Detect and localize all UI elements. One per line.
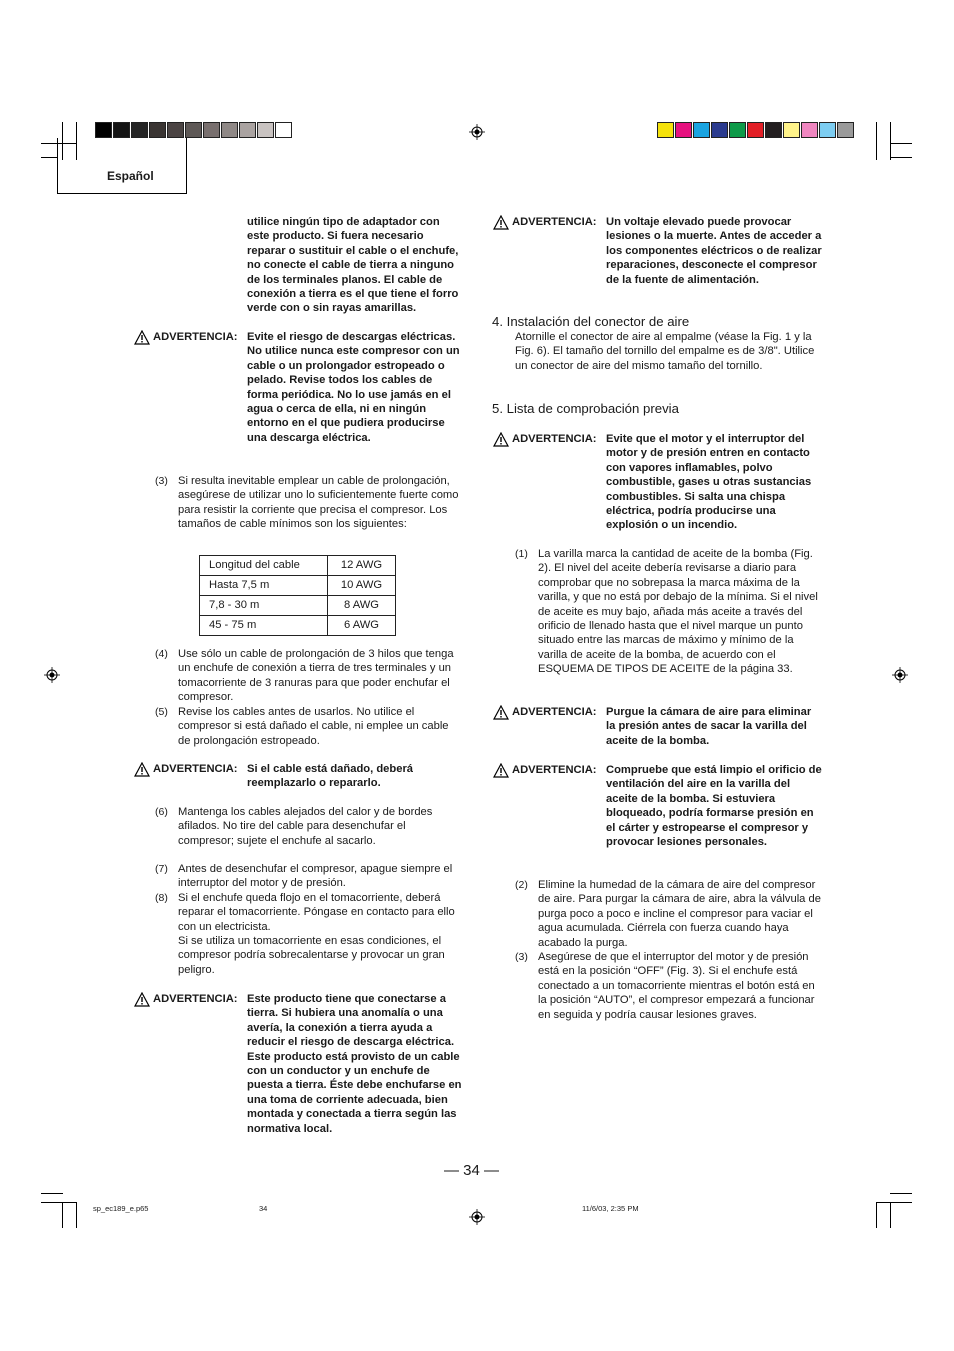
language-label: Español: [107, 169, 154, 183]
language-tab-box: [57, 138, 187, 194]
list-number: (1): [515, 548, 528, 560]
list-number: (3): [515, 951, 528, 963]
warning-block: [134, 992, 238, 1007]
gray-swatch: [221, 122, 238, 138]
crop-mark: [890, 143, 912, 144]
continued-warning-text: utilice ningún tipo de adaptador con este producto. Si fuera necesario reparar o sustituir el cable o el enchufe, no conecte el cable de tierra a ninguno de los terminales planos. El cable de conexión a tierra es el que tiene el forro verde con o sin rayas amarillas.: [247, 216, 459, 315]
warning-triangle-icon: [134, 762, 150, 777]
list-item-text: Si resulta inevitable emplear un cable de prolongación, asegúrese de utilizar uno lo suficientemente fuerte como para resistir la corriente que precisa el compresor. Los tamaños de cable mínimos son los siguientes:: [178, 475, 459, 531]
gray-swatch: [131, 122, 148, 138]
warning-label: ADVERTENCIA:: [153, 763, 238, 775]
gray-swatch: [185, 122, 202, 138]
crop-mark: [62, 1202, 63, 1228]
list-number: (7): [155, 863, 168, 875]
color-swatch: [729, 122, 746, 138]
warning-label: ADVERTENCIA:: [153, 331, 238, 343]
warning-text: Evite que el motor y el interruptor del motor y de presión entren en contacto con vapores inflamables, polvo combustible, gases u otras sustancias combustibles. Si salta una chispa eléctrica, podría producirse una explosión o un incendio.: [606, 433, 812, 532]
color-swatch: [657, 122, 674, 138]
warning-text: Compruebe que está limpio el orificio de ventilación del aire en la varilla del aceite de la bomba. Si estuviera bloqueado, podría formarse presión en el cárter y estropearse el compresor y provocar lesiones personales.: [606, 764, 822, 849]
list-number: (3): [155, 475, 168, 487]
color-swatch: [675, 122, 692, 138]
warning-triangle-icon: [493, 763, 509, 778]
list-item-text: Si el enchufe queda flojo en el tomacorriente, deberá reparar el tomacorriente. Póngase en contacto para ello con un electricista.: [178, 892, 455, 933]
warning-label: ADVERTENCIA:: [512, 706, 597, 718]
table-cell: Hasta 7,5 m: [200, 576, 328, 596]
crop-mark: [41, 1202, 77, 1203]
color-swatch: [711, 122, 728, 138]
crop-mark: [876, 1202, 877, 1228]
warning-triangle-icon: [134, 992, 150, 1007]
warning-text: Si el cable está dañado, deberá reemplazarlo o repararlo.: [247, 763, 414, 790]
gray-swatch: [203, 122, 220, 138]
table-cell: 12 AWG: [328, 556, 396, 576]
gray-swatch: [239, 122, 256, 138]
section-text: Atornille el conector de aire al empalme (véase la Fig. 1 y la Fig. 6). El tamaño del tornillo del empalme es de 3/8". Utilice un conector de aire del mismo tamaño del tornillo.: [515, 331, 815, 372]
registration-mark-icon: [469, 1209, 485, 1225]
list-item-text: Revise los cables antes de usarlos. No utilice el compresor si está dañado el cable, ni emplee un cable de prolongación estropeado.: [178, 706, 449, 747]
table-row: [200, 576, 396, 596]
color-swatch: [819, 122, 836, 138]
list-item-text: Elimine la humedad de la cámara de aire del compresor de aire. Para purgar la cámara de aire, abra la válvula de purga poco a poco e incline el compresor para vaciar el agua acumulada. Ciérrela con fuerza cuando haya acabado la purga.: [538, 879, 821, 949]
footer-file-name: sp_ec189_e.p65: [93, 1204, 149, 1213]
table-header-row: [200, 556, 396, 576]
section-heading: 5. Lista de comprobación previa: [492, 401, 679, 416]
page-number: — 34 —: [444, 1162, 500, 1179]
cable-size-table: [199, 555, 396, 636]
warning-block: [493, 705, 597, 720]
registration-mark-icon: [469, 124, 485, 140]
list-item-text: Mantenga los cables alejados del calor y de bordes afilados. No tire del cable para desenchufar el compresor; sujete el enchufe al sacarlo.: [178, 806, 433, 847]
warning-block: [493, 215, 597, 230]
warning-block: [493, 432, 597, 447]
warning-label: ADVERTENCIA:: [512, 764, 597, 776]
warning-block: [493, 763, 597, 778]
gray-swatch: [95, 122, 112, 138]
warning-triangle-icon: [134, 330, 150, 345]
list-number: (5): [155, 706, 168, 718]
list-number: (4): [155, 648, 168, 660]
color-swatch: [837, 122, 854, 138]
warning-text: Purgue la cámara de aire para eliminar la presión antes de sacar la varilla del aceite de la bomba.: [606, 706, 812, 747]
warning-text: Este producto tiene que conectarse a tierra. Si hubiera una anomalía o una avería, la conexión a tierra ayuda a reducir el riesgo de descarga eléctrica. Este producto está provisto de un cable con un conductor y un enchufe de puesta a tierra. Éste debe enchufarse en una toma de corriente adecuada, bien montada y conectada a tierra según las normativa local.: [247, 993, 462, 1135]
footer-file-page: 34: [259, 1204, 268, 1213]
table-row: [200, 616, 396, 636]
gray-swatch: [257, 122, 274, 138]
list-number: (6): [155, 806, 168, 818]
warning-block: [134, 330, 238, 345]
table-cell: 8 AWG: [328, 596, 396, 616]
warning-text: Evite el riesgo de descargas eléctricas. No utilice nunca este compresor con un cable o un prolongador estropeado o pelado. Revise todos los cables de forma periódica. No lo use jamás en el agua o cerca de ella, ni en ningún entorno en el que pudiera producirse una descarga eléctrica.: [247, 331, 460, 444]
warning-label: ADVERTENCIA:: [512, 433, 597, 445]
registration-mark-icon: [892, 667, 908, 683]
warning-label: ADVERTENCIA:: [153, 993, 238, 1005]
footer-timestamp: 11/6/03, 2:35 PM: [582, 1204, 639, 1213]
crop-mark: [41, 1193, 63, 1194]
crop-mark: [41, 157, 57, 158]
list-item-text: Asegúrese de que el interruptor del motor y de presión está en la posición “OFF” (Fig. 3). Si el enchufe está conectado a un tomacorriente mientras el botón está en la posición “AUTO”, el compresor empezará a funcionar en seguida y podría causar lesiones graves.: [538, 951, 815, 1021]
color-swatch: [747, 122, 764, 138]
table-cell: 10 AWG: [328, 576, 396, 596]
warning-block: [134, 762, 238, 777]
color-swatch: [783, 122, 800, 138]
warning-triangle-icon: [493, 432, 509, 447]
list-item-text: Antes de desenchufar el compresor, apague siempre el interruptor del motor y de presión.: [178, 863, 453, 890]
warning-label: ADVERTENCIA:: [512, 216, 597, 228]
crop-mark: [890, 1202, 891, 1228]
crop-mark: [890, 1193, 912, 1194]
crop-mark: [890, 157, 912, 158]
warning-triangle-icon: [493, 215, 509, 230]
gray-swatch: [167, 122, 184, 138]
crop-mark: [890, 122, 891, 160]
table-row: [200, 596, 396, 616]
table-cell: 45 - 75 m: [200, 616, 328, 636]
registration-mark-icon: [44, 667, 60, 683]
gray-swatch: [149, 122, 166, 138]
section-heading: 4. Instalación del conector de aire: [492, 314, 690, 329]
color-swatch: [693, 122, 710, 138]
color-swatch: [765, 122, 782, 138]
crop-mark: [876, 122, 877, 160]
warning-triangle-icon: [493, 705, 509, 720]
list-number: (8): [155, 892, 168, 904]
table-cell: Longitud del cable: [200, 556, 328, 576]
list-number: (2): [515, 879, 528, 891]
crop-mark: [876, 1202, 912, 1203]
warning-text: Un voltaje elevado puede provocar lesiones o la muerte. Antes de acceder a los componentes eléctricos o de realizar reparaciones, desconecte el compresor de la fuente de alimentación.: [606, 216, 822, 286]
gray-swatch: [113, 122, 130, 138]
list-item-text: Use sólo un cable de prolongación de 3 hilos que tenga un enchufe de conexión a tierra de tres terminales y un tomacorriente de 3 ranuras para que poder enchufar el compresor.: [178, 648, 454, 704]
gray-swatch: [275, 122, 292, 138]
crop-mark: [76, 1202, 77, 1228]
color-swatch: [801, 122, 818, 138]
table-cell: 6 AWG: [328, 616, 396, 636]
list-item-text: La varilla marca la cantidad de aceite de la bomba (Fig. 2). El nivel del aceite debería revisarse a diario para comprobar que no sobrepasa la marca máxima de la varilla, y que no está por debajo de la mínima. Si el nivel de aceite es muy bajo, añada más aceite a través del orificio de llenado hasta que el nivel marque un punto situado entre las marcas de máximo y mínimo de la varilla de aceite de la bomba, de acuerdo con el ESQUEMA DE TIPOS DE ACEITE de la página 33.: [538, 548, 818, 676]
list-item-text: Si se utiliza un tomacorriente en esas condiciones, el compresor podría sobrecalentarse y provocar un gran peligro.: [178, 935, 445, 976]
table-cell: 7,8 - 30 m: [200, 596, 328, 616]
